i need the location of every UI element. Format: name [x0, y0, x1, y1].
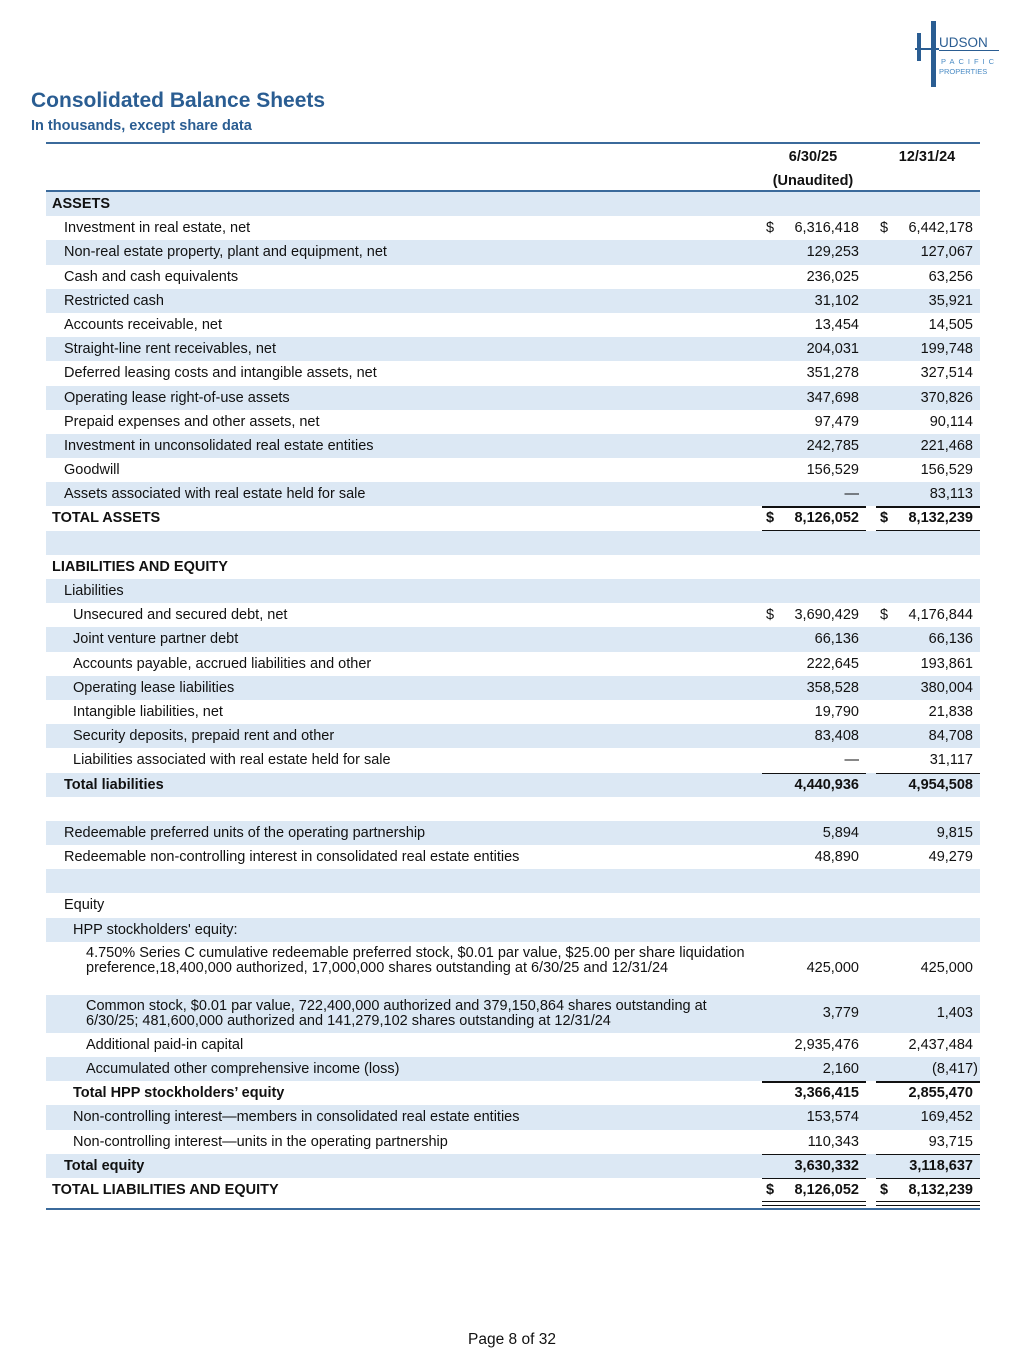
svg-text:UDSON: UDSON [939, 35, 988, 50]
table-row: Accounts payable, accrued liabilities and other 222,645 193,861 [73, 655, 973, 672]
table-row: Deferred leasing costs and intangible assets, net 351,278 327,514 [64, 365, 973, 382]
table-row: Prepaid expenses and other assets, net 97,479 90,114 [64, 413, 973, 430]
subsection-header-hpp-equity: HPP stockholders' equity: [46, 918, 980, 942]
table-row: Accumulated other comprehensive income (loss) 2,160 (8,417) [46, 1057, 980, 1081]
table-row: Restricted cash 31,102 35,921 [46, 289, 980, 313]
balance-sheet-table [46, 142, 980, 1210]
table-row: Redeemable non-controlling interest in consolidated real estate entities 48,890 49,279 [64, 849, 973, 866]
table-row: Assets associated with real estate held for sale — 83,113 [46, 482, 980, 506]
hudson-logo-icon [914, 20, 1004, 90]
page-title: Consolidated Balance Sheets [31, 89, 326, 112]
table-row: Investment in real estate, net $ 6,316,418 $ 6,442,178 [64, 220, 973, 237]
column-header-12-31-24: 12/31/24 [898, 149, 956, 165]
table-row: Unsecured and secured debt, net $ 3,690,429 $ 4,176,844 [73, 607, 973, 624]
spacer-row [46, 797, 980, 821]
table-row: Non-controlling interest—units in the operating partnership 110,343 93,715 [73, 1133, 973, 1150]
table-row: Operating lease right-of-use assets 347,698 370,826 [46, 386, 980, 410]
table-row: Additional paid-in capital 2,935,476 2,437,484 [86, 1036, 973, 1053]
table-bottom-rule [46, 1208, 980, 1210]
subsection-header-equity: Equity [64, 897, 105, 914]
table-row: Non-real estate property, plant and equipment, net 129,253 127,067 [46, 240, 980, 264]
section-header-liabilities-equity: LIABILITIES AND EQUITY [52, 558, 228, 575]
table-row: Liabilities associated with real estate held for sale — 31,117 [73, 752, 973, 769]
column-headers [46, 144, 980, 190]
total-assets-row: TOTAL ASSETS $ 8,126,052 $ 8,132,239 [46, 506, 980, 530]
total-equity-row: Total equity 3,630,332 3,118,637 [46, 1154, 980, 1178]
spacer-row [46, 531, 980, 555]
table-row: Investment in unconsolidated real estate entities 242,785 221,468 [46, 434, 980, 458]
table-row: Cash and cash equivalents 236,025 63,256 [64, 268, 973, 285]
table-row: Non-controlling interest—members in consolidated real estate entities 153,574 169,452 [46, 1105, 980, 1129]
section-header-assets: ASSETS [46, 192, 980, 216]
total-hpp-equity-row: Total HPP stockholders’ equity 3,366,415 2,855,470 [46, 1081, 980, 1105]
svg-text:PROPERTIES: PROPERTIES [939, 67, 988, 76]
double-underline [762, 1201, 866, 1206]
double-underline [876, 1201, 980, 1206]
table-row: Straight-line rent receivables, net 204,031 199,748 [46, 337, 980, 361]
page-number: Page 8 of 32 [468, 1331, 556, 1348]
table-row: Operating lease liabilities 358,528 380,004 [46, 676, 980, 700]
total-liabilities-row: Total liabilities 4,440,936 4,954,508 [46, 773, 980, 797]
table-row: 4.750% Series C cumulative redeemable preferred stock, $0.01 par value, $25.00 per share liquidation preference,18,400,000 authorized, 17,000,000 shares outstanding at 6/30/25 and 12/31/24 425,000 425,000 [86, 944, 973, 976]
table-row: Common stock, $0.01 par value, 722,400,000 authorized and 379,150,864 shares outstanding at 6/30/25; 481,600,000 authorized and 141,279,102 shares outstanding at 12/31/24 3,779 1,403 [46, 995, 980, 1033]
table-row: Security deposits, prepaid rent and other 83,408 84,708 [46, 724, 980, 748]
table-row: Accounts receivable, net 13,454 14,505 [64, 316, 973, 333]
company-logo [914, 20, 1004, 90]
table-row: Redeemable preferred units of the operating partnership 5,894 9,815 [46, 821, 980, 845]
svg-text:PACIFIC: PACIFIC [941, 57, 999, 66]
page-subtitle: In thousands, except share data [31, 118, 252, 134]
table-row: Joint venture partner debt 66,136 66,136 [46, 627, 980, 651]
subsection-header-liabilities: Liabilities [46, 579, 980, 603]
column-header-6-30-25: 6/30/25 (Unaudited) [772, 149, 854, 189]
table-row: Intangible liabilities, net 19,790 21,838 [73, 703, 973, 720]
spacer-row [46, 869, 980, 893]
total-liabilities-equity-row: TOTAL LIABILITIES AND EQUITY $ 8,126,052 $ 8,132,239 [46, 1178, 980, 1202]
table-row: Goodwill 156,529 156,529 [64, 462, 973, 479]
